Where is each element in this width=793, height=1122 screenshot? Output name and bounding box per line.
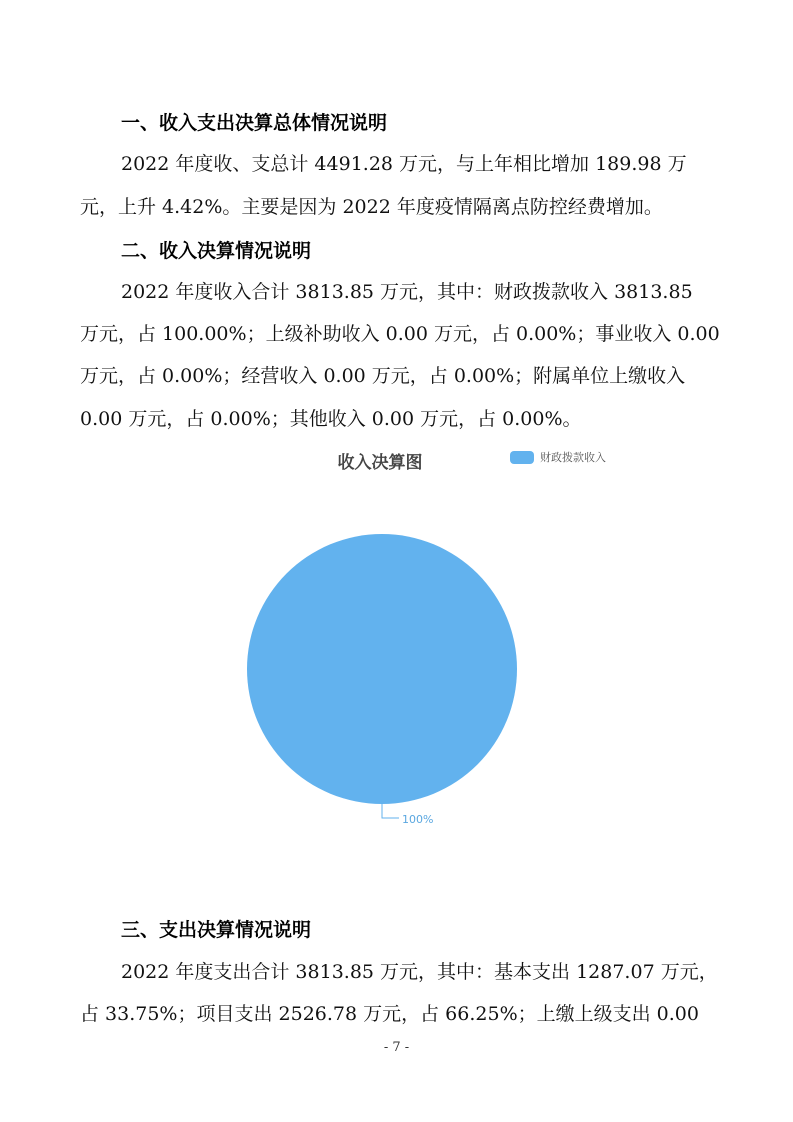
heading-section-1: 一、收入支出决算总体情况说明	[121, 112, 388, 134]
page-number: - 7 -	[383, 1040, 410, 1055]
legend-label: 财政拨款收入	[540, 451, 606, 464]
paragraph-line: 2022 年度支出合计 3813.85 万元，其中：基本支出 1287.07 万元，	[121, 961, 718, 983]
pie-slice	[247, 534, 517, 804]
heading-section-2: 二、收入决算情况说明	[121, 240, 312, 262]
pie-data-label: 100%	[402, 813, 434, 826]
heading-section-3: 三、支出决算情况说明	[121, 919, 312, 941]
paragraph-line: 0.00 万元，占 0.00%；其他收入 0.00 万元，占 0.00%。	[80, 408, 582, 430]
paragraph-line: 元，上升 4.42%。主要是因为 2022 年度疫情隔离点防控经费增加。	[80, 196, 663, 218]
pie-label-leader-line	[382, 804, 399, 818]
paragraph-line: 2022 年度收入合计 3813.85 万元，其中：财政拨款收入 3813.85	[121, 281, 693, 303]
chart-title: 收入决算图	[337, 453, 423, 473]
paragraph-line: 占 33.75%；项目支出 2526.78 万元，占 66.25%；上缴上级支出 0.00	[80, 1003, 699, 1025]
paragraph-line: 万元，占 100.00%；上级补助收入 0.00 万元，占 0.00%；事业收入 0.00	[80, 323, 720, 345]
paragraph-line: 2022 年度收、支总计 4491.28 万元，与上年相比增加 189.98 万	[121, 153, 687, 175]
paragraph-line: 万元，占 0.00%；经营收入 0.00 万元，占 0.00%；附属单位上缴收入	[80, 365, 686, 387]
